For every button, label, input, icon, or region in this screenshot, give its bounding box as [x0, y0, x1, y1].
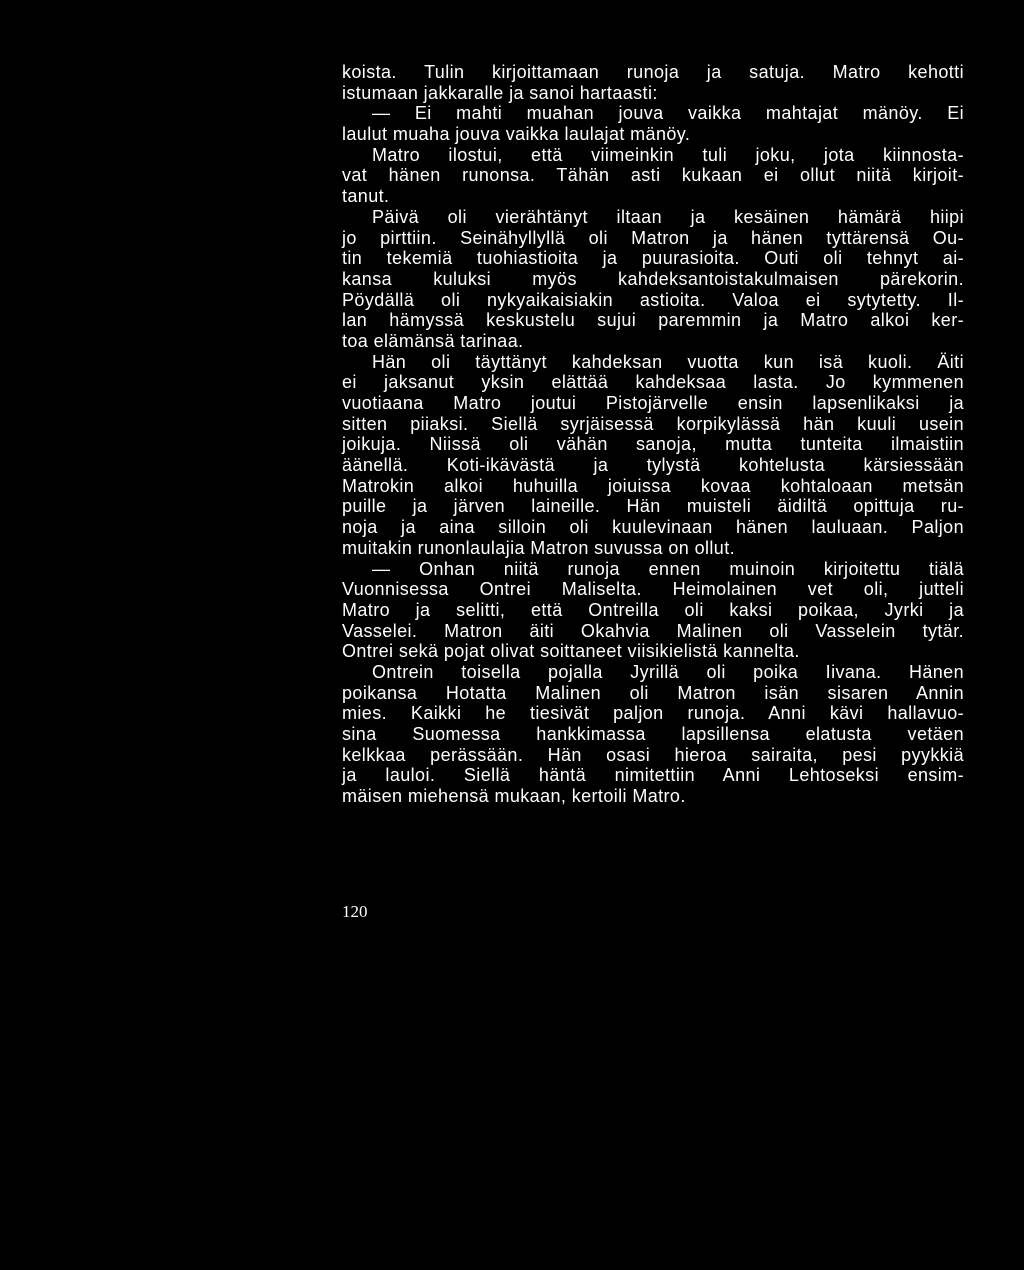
- text-line: Hän oli täyttänyt kahdeksan vuotta kun isä kuoli. Äiti: [372, 351, 964, 372]
- text-line: vuotiaana Matro joutui Pistojärvelle ensin lapsenlikaksi ja: [342, 393, 964, 413]
- text-line: toa elämänsä tarinaa.: [342, 330, 524, 351]
- text-line: mäisen miehensä mukaan, kertoili Matro.: [342, 786, 686, 807]
- text-line: istumaan jakkaralle ja sanoi hartaasti:: [342, 82, 658, 103]
- text-line: tanut.: [342, 186, 390, 207]
- text-line: lan hämyssä keskustelu sujui paremmin ja Matro alkoi ker-: [342, 310, 964, 331]
- text-line: Matro ja selitti, että Ontreilla oli kaksi poikaa, Jyrki ja: [342, 599, 964, 620]
- text-line: kansa kuluksi myös kahdeksantoistakulmaisen pärekorin.: [342, 268, 964, 289]
- text-line: Vuonnisessa Ontrei Maliselta. Heimolainen vet oli, jutteli: [342, 579, 964, 600]
- text-line: poikansa Hotatta Malinen oli Matron isän sisaren Annin: [342, 682, 964, 703]
- text-line: kelkkaa perässään. Hän osasi hieroa sairaita, pesi pyykkiä: [342, 744, 964, 765]
- text-line: ja lauloi. Siellä häntä nimitettiin Anni Lehtoseksi ensim-: [342, 765, 964, 786]
- text-line: Pöydällä oli nykyaikaisiakin astioita. Valoa ei sytytetty. Il-: [342, 289, 964, 310]
- text-line: puille ja järven laineille. Hän muisteli äidiltä opittuja ru-: [342, 496, 964, 517]
- text-line: Matro ilostui, että viimeinkin tuli joku, jota kiinnosta-: [372, 144, 964, 165]
- text-line: joikuja. Niissä oli vähän sanoja, mutta tunteita ilmaistiin: [342, 434, 964, 455]
- text-line: Vasselei. Matron äiti Okahvia Malinen oli Vasselein tytär.: [342, 620, 964, 641]
- text-line: Ontrein toisella pojalla Jyrillä oli poika Iivana. Hänen: [372, 661, 964, 682]
- text-line: muitakin runonlaulajia Matron suvussa on ollut.: [342, 537, 736, 558]
- text-line: Päivä oli vierähtänyt iltaan ja kesäinen hämärä hiipi: [372, 206, 964, 227]
- text-line: ei jaksanut yksin elättää kahdeksaa lasta. Jo kymmenen: [342, 372, 964, 393]
- text-line: — Onhan niitä runoja ennen muinoin kirjoitettu tiälä: [372, 558, 964, 579]
- text-line: mies. Kaikki he tiesivät paljon runoja. Anni kävi hallavuo-: [342, 703, 964, 724]
- text-line: jo pirttiin. Seinähyllyllä oli Matron ja hänen tyttärensä Ou-: [342, 227, 964, 248]
- text-line: Matrokin alkoi huhuilla joiuissa kovaa kohtaloaan metsän: [342, 475, 964, 496]
- text-line: noja ja aina silloin oli kuulevinaan hänen lauluaan. Paljon: [342, 517, 964, 538]
- text-line: laulut muaha jouva vaikka laulajat mänöy.: [342, 124, 691, 145]
- body-text: [342, 62, 964, 807]
- text-line: sina Suomessa hankkimassa lapsillensa elatusta vetäen: [342, 724, 964, 744]
- text-line: vat hänen runonsa. Tähän asti kukaan ei ollut niitä kirjoit-: [342, 165, 964, 186]
- text-line: tin tekemiä tuohiastioita ja puurasioita. Outi oli tehnyt ai-: [342, 248, 964, 269]
- page-number: 120: [342, 902, 368, 921]
- text-line: koista. Tulin kirjoittamaan runoja ja satuja. Matro kehotti: [342, 62, 964, 82]
- text-line: — Ei mahti muahan jouva vaikka mahtajat mänöy. Ei: [372, 103, 964, 124]
- text-line: sitten piiaksi. Siellä syrjäisessä korpikylässä hän kuuli usein: [342, 413, 964, 434]
- text-line: äänellä. Koti-ikävästä ja tylystä kohtelusta kärsiessään: [342, 455, 964, 476]
- text-line: Ontrei sekä pojat olivat soittaneet viisikielistä kannelta.: [342, 641, 800, 662]
